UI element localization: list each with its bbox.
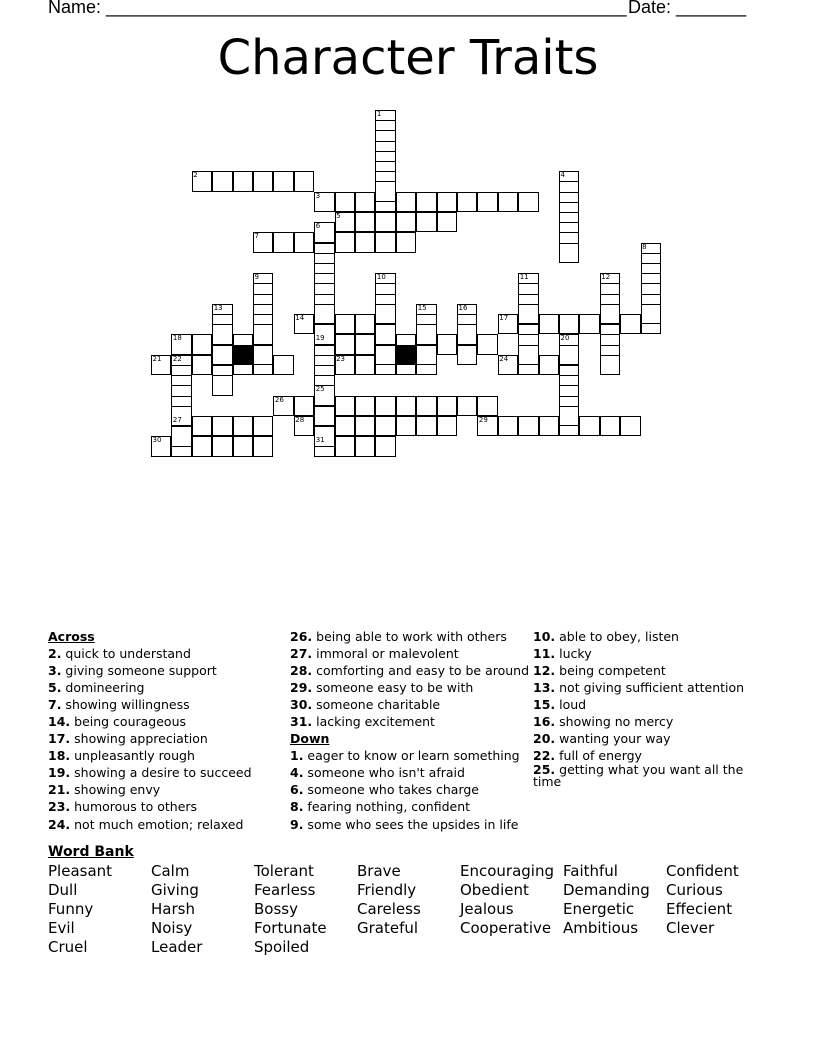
word-bank-word: Tolerant <box>254 862 314 880</box>
clue-text: not giving sufficient attention <box>555 680 745 696</box>
cell-number: 18 <box>172 334 182 343</box>
clue-text: someone charitable <box>312 697 441 713</box>
clue-text: someone who takes charge <box>303 782 479 798</box>
crossword-cell[interactable] <box>437 396 457 416</box>
cell-number: 16 <box>458 303 468 312</box>
cell-number: 14 <box>295 314 305 322</box>
clue-text: showing envy <box>70 782 161 798</box>
crossword-cell[interactable] <box>559 314 579 334</box>
clue-item <box>48 645 288 662</box>
crossword-cell[interactable] <box>559 406 579 426</box>
clue-text: comforting and easy to be around <box>312 663 530 679</box>
cell-number: 20 <box>560 334 570 343</box>
crossword-cell[interactable] <box>396 396 416 416</box>
word-bank-column <box>666 862 766 938</box>
crossword-cell[interactable] <box>620 416 640 436</box>
crossword-cell[interactable] <box>457 324 477 344</box>
word-bank-word: Evil <box>48 919 75 937</box>
crossword-cell[interactable] <box>437 212 457 232</box>
word-bank-word: Curious <box>666 881 723 899</box>
clue-number: 14. <box>48 714 71 730</box>
word-bank-word: Cruel <box>48 938 88 956</box>
word-bank-word: Jealous <box>460 900 514 918</box>
clue-number: 3. <box>48 663 62 679</box>
clue-number: 12. <box>533 663 556 679</box>
clue-number: 5. <box>48 680 62 696</box>
clue-number: 17. <box>48 731 71 747</box>
crossword-cell[interactable] <box>579 416 599 436</box>
crossword-cell[interactable] <box>273 355 293 375</box>
clue-number: 30. <box>290 697 313 713</box>
clue-number: 29. <box>290 680 313 696</box>
word-bank-word: Energetic <box>563 900 635 918</box>
crossword-cell[interactable] <box>355 212 375 232</box>
clue-text: someone who isn't afraid <box>303 765 465 781</box>
clue-number: 2. <box>48 646 62 662</box>
crossword-cell[interactable] <box>375 396 395 416</box>
clue-text: someone easy to be with <box>312 680 474 696</box>
crossword-cell[interactable] <box>375 304 395 324</box>
cell-number: 21 <box>152 354 162 363</box>
crossword-cell[interactable] <box>600 355 620 375</box>
crossword-cell[interactable] <box>335 334 355 354</box>
clues-column-2 <box>290 628 530 833</box>
crossword-cell[interactable] <box>355 355 375 375</box>
crossword-cell[interactable] <box>233 171 253 191</box>
crossword-cell[interactable] <box>335 416 355 436</box>
word-bank-column <box>563 862 663 938</box>
word-bank-word: Effecient <box>666 900 733 918</box>
crossword-cell[interactable] <box>539 416 559 436</box>
word-bank-word: Faithful <box>563 862 618 880</box>
clue-item <box>533 730 773 747</box>
word-bank-word: Giving <box>151 881 199 899</box>
crossword-cell[interactable] <box>335 232 355 252</box>
crossword-cell[interactable] <box>335 314 355 334</box>
clue-text: lucky <box>555 646 592 662</box>
crossword-cell[interactable] <box>559 345 579 365</box>
clue-text: quick to understand <box>61 646 191 662</box>
clue-text: being able to work with others <box>312 629 507 644</box>
crossword-cell[interactable] <box>416 212 436 232</box>
cell-number: 26 <box>274 395 284 404</box>
down-heading: Down <box>290 731 330 747</box>
clue-item <box>290 696 530 713</box>
clue-text: eager to know or learn something <box>303 748 520 764</box>
crossword-cell[interactable] <box>355 416 375 436</box>
clue-item <box>290 816 530 833</box>
cell-number: 13 <box>213 303 223 312</box>
word-bank-word: Calm <box>151 862 190 880</box>
crossword-cell[interactable] <box>192 355 212 375</box>
crossword-cell[interactable] <box>600 304 620 324</box>
crossword-cell[interactable] <box>375 181 395 201</box>
clue-number: 21. <box>48 782 71 798</box>
clue-number: 10. <box>533 629 556 644</box>
clue-item <box>533 645 773 662</box>
clues-column-1 <box>48 628 288 833</box>
cell-number: 11 <box>519 273 529 282</box>
crossword-cell[interactable] <box>253 416 273 436</box>
across-heading: Across <box>48 629 95 644</box>
word-bank-word: Encouraging <box>460 862 554 880</box>
word-bank-word: Demanding <box>563 881 650 899</box>
cell-number: 5 <box>336 212 341 220</box>
word-bank-column <box>151 862 251 957</box>
clue-item <box>48 798 288 815</box>
cell-number: 6 <box>315 222 321 231</box>
crossword-cell[interactable] <box>212 324 232 344</box>
crossword-cell[interactable] <box>518 304 538 324</box>
clue-item <box>533 713 773 730</box>
crossword-cell[interactable] <box>212 171 232 191</box>
crossword-cell[interactable] <box>253 324 273 344</box>
word-bank-heading: Word Bank <box>48 844 134 860</box>
crossword-cell[interactable] <box>457 192 477 212</box>
cell-number: 23 <box>336 354 346 363</box>
crossword-cell[interactable] <box>641 304 661 324</box>
crossword-cell[interactable] <box>416 396 436 416</box>
crossword-cell[interactable] <box>355 314 375 334</box>
word-bank-column <box>460 862 560 938</box>
cell-number: 8 <box>642 242 647 251</box>
clue-text: showing no mercy <box>555 714 674 730</box>
clue-text: immoral or malevolent <box>312 646 459 662</box>
crossword-cell[interactable] <box>498 416 518 436</box>
crossword-cell[interactable] <box>396 416 416 436</box>
crossword-cell[interactable] <box>171 426 191 446</box>
crossword-cell[interactable] <box>375 324 395 344</box>
word-bank-word: Fortunate <box>254 919 327 937</box>
word-bank-word: Harsh <box>151 900 195 918</box>
crossword-cell[interactable] <box>477 334 497 354</box>
cell-number: 10 <box>376 273 386 282</box>
clue-number: 24. <box>48 816 71 832</box>
crossword-cell[interactable] <box>396 232 416 252</box>
crossword-cell[interactable] <box>539 314 559 334</box>
clue-number: 1. <box>290 748 304 764</box>
cell-number: 30 <box>152 436 162 445</box>
clue-text: full of energy <box>555 748 642 764</box>
word-bank-word: Bossy <box>254 900 298 918</box>
cell-number: 1 <box>376 110 382 118</box>
cell-number: 28 <box>295 416 305 424</box>
clue-item <box>48 781 288 798</box>
black-cell <box>396 345 416 365</box>
crossword-cell[interactable] <box>375 232 395 252</box>
crossword-cell[interactable] <box>416 192 436 212</box>
word-bank-word: Ambitious <box>563 919 639 937</box>
clue-item <box>290 798 530 815</box>
crossword-cell[interactable] <box>212 436 232 456</box>
crossword-cell[interactable] <box>437 416 457 436</box>
clue-text: domineering <box>61 680 145 696</box>
crossword-cell[interactable] <box>212 416 232 436</box>
clue-item <box>48 713 288 730</box>
cell-number: 4 <box>560 171 565 180</box>
clue-number: 11. <box>533 646 556 662</box>
crossword-cell[interactable] <box>416 416 436 436</box>
clue-number: 16. <box>533 714 556 730</box>
clue-text: showing willingness <box>61 697 190 713</box>
crossword-cell[interactable] <box>539 355 559 375</box>
crossword-cell[interactable] <box>477 192 497 212</box>
crossword-cell[interactable] <box>335 396 355 416</box>
word-bank-word: Noisy <box>151 919 193 937</box>
word-bank-word: Careless <box>357 900 421 918</box>
clues-column-3 <box>533 628 773 793</box>
clue-text: able to obey, listen <box>555 629 679 644</box>
clue-number: 7. <box>48 697 62 713</box>
crossword-cell[interactable] <box>620 314 640 334</box>
clue-item <box>290 662 530 679</box>
cell-number: 25 <box>315 385 325 394</box>
clue-number: 23. <box>48 799 71 815</box>
crossword-cell[interactable] <box>457 345 477 365</box>
clue-text: fearing nothing, confident <box>303 799 471 815</box>
clue-item <box>290 781 530 798</box>
clue-item <box>48 764 288 781</box>
clue-number: 8. <box>290 799 304 815</box>
crossword-cell[interactable] <box>600 416 620 436</box>
crossword-cell[interactable] <box>457 396 477 416</box>
word-bank-word: Brave <box>357 862 401 880</box>
clue-item <box>533 662 773 679</box>
crossword-cell[interactable] <box>355 192 375 212</box>
clue-item <box>533 679 773 696</box>
clue-item <box>290 747 530 764</box>
crossword-cell[interactable] <box>416 324 436 344</box>
clue-item <box>533 628 773 645</box>
word-bank-word: Pleasant <box>48 862 113 880</box>
clue-number: 25. <box>533 762 556 778</box>
clue-number: 31. <box>290 714 313 730</box>
crossword-cell[interactable] <box>518 192 538 212</box>
crossword-cell[interactable] <box>355 396 375 416</box>
crossword-cell[interactable] <box>518 345 538 365</box>
clue-item <box>48 679 288 696</box>
crossword-cell[interactable] <box>233 436 253 456</box>
crossword-cell[interactable] <box>396 212 416 232</box>
clue-number: 18. <box>48 748 71 764</box>
crossword-cell[interactable] <box>212 375 232 395</box>
clue-text: being courageous <box>70 714 187 730</box>
clue-item <box>290 713 530 730</box>
clue-item <box>48 747 288 764</box>
crossword-cell[interactable] <box>375 212 395 232</box>
word-bank-word: Grateful <box>357 919 419 937</box>
word-bank-column <box>357 862 457 938</box>
word-bank-word: Cooperative <box>460 919 552 937</box>
cell-number: 22 <box>172 354 182 363</box>
crossword-cell[interactable] <box>355 232 375 252</box>
clue-text: getting what you want all the time <box>533 762 744 790</box>
crossword-cell[interactable] <box>518 416 538 436</box>
clue-text: giving someone support <box>61 663 217 679</box>
clue-item <box>290 764 530 781</box>
crossword-cell[interactable] <box>253 171 273 191</box>
clue-item <box>290 679 530 696</box>
crossword-cell[interactable] <box>233 416 253 436</box>
clue-text: loud <box>555 697 587 713</box>
word-bank-word: Leader <box>151 938 203 956</box>
clue-text: showing appreciation <box>70 731 208 747</box>
crossword-cell[interactable] <box>477 396 497 416</box>
name-field[interactable]: Name: ____________________________________________________ <box>48 0 627 17</box>
clue-number: 9. <box>290 816 304 832</box>
crossword-cell[interactable] <box>375 416 395 436</box>
crossword-cell[interactable] <box>335 436 355 456</box>
clue-number: 13. <box>533 680 556 696</box>
crossword-cell[interactable] <box>253 436 273 456</box>
cell-number: 31 <box>315 436 325 445</box>
clue-item <box>290 628 530 645</box>
crossword-cell[interactable] <box>579 314 599 334</box>
clue-item <box>48 696 288 713</box>
clue-item <box>533 696 773 713</box>
clue-number: 19. <box>48 765 71 781</box>
clue-number: 15. <box>533 697 556 713</box>
crossword-cell[interactable] <box>273 232 293 252</box>
date-field[interactable]: Date: _______ <box>628 0 747 17</box>
clue-item <box>290 645 530 662</box>
word-bank-word: Obedient <box>460 881 529 899</box>
crossword-cell[interactable] <box>375 345 395 365</box>
cell-number: 7 <box>254 232 259 241</box>
crossword-cell[interactable] <box>375 436 395 456</box>
crossword-cell[interactable] <box>314 304 334 324</box>
crossword-cell[interactable] <box>498 192 518 212</box>
crossword-cell[interactable] <box>212 345 232 365</box>
clue-text: not much emotion; relaxed <box>70 816 244 832</box>
crossword-cell[interactable] <box>294 171 314 191</box>
crossword-cell[interactable] <box>273 171 293 191</box>
word-bank-word: Fearless <box>254 881 316 899</box>
crossword-cell[interactable] <box>314 406 334 426</box>
crossword-cell[interactable] <box>355 334 375 354</box>
black-cell <box>233 345 253 365</box>
clue-text: lacking excitement <box>312 714 435 730</box>
cell-number: 9 <box>254 273 259 282</box>
cell-number: 15 <box>417 303 427 312</box>
cell-number: 29 <box>478 416 488 424</box>
page-title: Character Traits <box>217 30 599 86</box>
word-bank-word: Confident <box>666 862 739 880</box>
clue-item <box>48 816 288 833</box>
word-bank-word: Friendly <box>357 881 417 899</box>
crossword-cell[interactable] <box>192 334 212 354</box>
crossword-cell[interactable] <box>253 345 273 365</box>
cell-number: 17 <box>499 314 509 322</box>
crossword-cell[interactable] <box>335 192 355 212</box>
cell-number: 24 <box>499 354 509 363</box>
clue-text: unpleasantly rough <box>70 748 195 764</box>
cell-number: 12 <box>601 273 611 282</box>
crossword-cell[interactable] <box>192 416 212 436</box>
cell-number: 3 <box>315 191 321 200</box>
crossword-cell[interactable] <box>192 436 212 456</box>
clue-text: showing a desire to succeed <box>70 765 252 781</box>
clue-number: 27. <box>290 646 313 662</box>
clue-number: 26. <box>290 629 313 644</box>
crossword-cell[interactable] <box>355 436 375 456</box>
clue-number: 20. <box>533 731 556 747</box>
crossword-cell[interactable] <box>294 396 314 416</box>
clue-number: 4. <box>290 765 304 781</box>
clue-number: 6. <box>290 782 304 798</box>
clue-text: some who sees the upsides in life <box>303 816 519 832</box>
cell-number: 27 <box>172 416 182 424</box>
word-bank-word: Clever <box>666 919 715 937</box>
clue-number: 22. <box>533 748 556 764</box>
crossword-cell[interactable] <box>437 334 457 354</box>
clue-text: wanting your way <box>555 731 671 747</box>
clue-number: 28. <box>290 663 313 679</box>
crossword-cell[interactable] <box>559 243 579 263</box>
word-bank-column <box>254 862 354 957</box>
clue-item <box>48 662 288 679</box>
clue-item <box>533 764 773 793</box>
word-bank-column <box>48 862 148 957</box>
crossword-cell[interactable] <box>396 192 416 212</box>
crossword-cell[interactable] <box>437 192 457 212</box>
cell-number: 19 <box>315 334 325 343</box>
crossword-cell[interactable] <box>294 232 314 252</box>
cell-number: 2 <box>193 171 198 180</box>
word-bank-word: Dull <box>48 881 78 899</box>
word-bank-word: Funny <box>48 900 94 918</box>
clue-text: being competent <box>555 663 666 679</box>
crossword-cell[interactable] <box>416 345 436 365</box>
clue-item <box>48 730 288 747</box>
clue-text: humorous to others <box>70 799 198 815</box>
word-bank-word: Spoiled <box>254 938 310 956</box>
